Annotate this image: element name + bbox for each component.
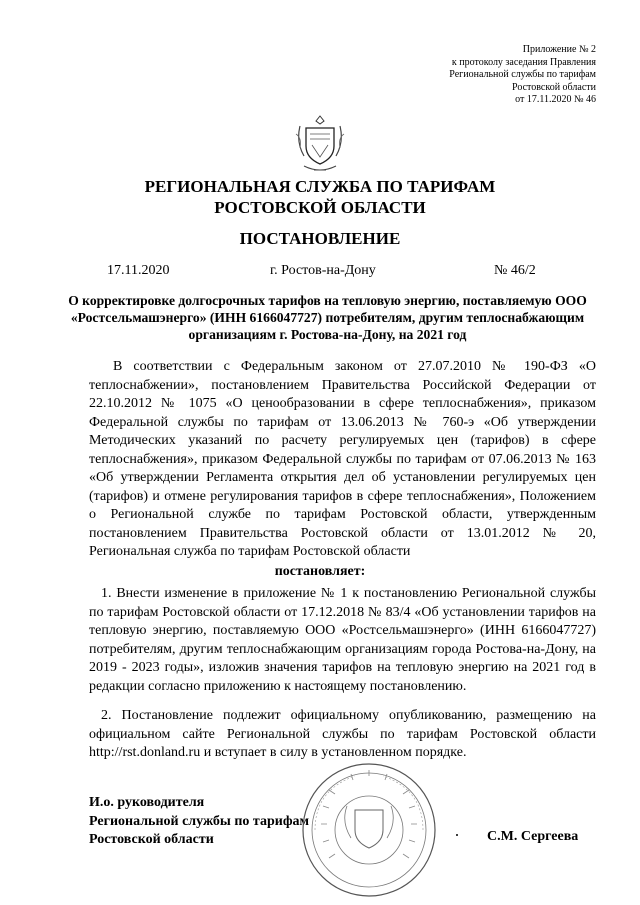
signer-title-line: И.о. руководителя	[89, 795, 205, 810]
agency-line: РЕГИОНАЛЬНАЯ СЛУЖБА ПО ТАРИФАМ	[144, 177, 496, 196]
official-seal-icon	[295, 760, 443, 900]
signer-name: С.М. Сергеева	[487, 829, 579, 844]
document-subject: О корректировке долгосрочных тарифов на тепловую энергию, поставляемую ООО «Ростсельмашэнерго» (ИНН 6166047727) потребителям, другим теплоснабжающим организациям г. Ростова-на-Дону, на 2021 год	[68, 293, 587, 342]
annex-header	[376, 44, 596, 107]
clause-1: 1. Внести изменение в приложение № 1 к постановлению Региональной службы по тарифам Ростовской области от 17.12.2018 № 83/4 «Об установлении тарифов на тепловую энергию, поставляемую ООО «Ростсельмашэнерго» (ИНН 6166047727) потребителям, другим теплоснабжающим организациям города Ростова-на-Дону, на 2019 - 2023 годы», изложив значения тарифов на тепловую энергию на 2021 год в редакции согласно приложению к настоящему постановлению.	[89, 586, 596, 694]
signer-title-line: Региональной службы по тарифам	[89, 813, 310, 829]
annex-line: Ростовской области	[512, 81, 596, 93]
document-type: ПОСТАНОВЛЕНИЕ	[239, 229, 401, 248]
document-date: 17.11.2020	[107, 263, 170, 278]
annex-line: Региональной службы по тарифам	[449, 69, 596, 81]
document-number: № 46/2	[494, 263, 536, 278]
preamble-paragraph: В соответствии с Федеральным законом от 27.07.2010 № 190-ФЗ «О теплоснабжении», постановлением Правительства Российской Федерации от 22.10.2012 № 1075 «О ценообразовании в сфере теплоснабжения», приказом Федеральной службы по тарифам от 13.06.2013 № 760-э «Об утверждении Методических указаний по расчету регулируемых цен (тарифов) в сфере теплоснабжения», приказом Федеральной службы по тарифам от 07.06.2013 № 163 «Об утверждении Регламента открытия дел об установлении регулируемых цен (тарифов) и отмене регулирования тарифов в сфере теплоснабжения», Положением о Региональной службе по тарифам Ростовской области, утвержденным постановлением Правительства Ростовской области от 13.01.2012 № 20, Региональная служба по тарифам Ростовской области	[89, 359, 596, 559]
annex-line: к протоколу заседания Правления	[451, 56, 596, 68]
signer-title	[89, 794, 309, 850]
agency-name	[0, 176, 640, 218]
annex-line: Приложение № 2	[522, 44, 596, 55]
signer-title-line: Ростовской области	[89, 832, 214, 847]
signature-mark	[456, 834, 458, 836]
agency-line: РОСТОВСКОЙ ОБЛАСТИ	[214, 198, 426, 217]
coat-of-arms-icon	[292, 112, 348, 174]
resolve-heading: постановляет:	[274, 564, 366, 579]
annex-line: от 17.11.2020 № 46	[515, 94, 596, 106]
document-city: г. Ростов-на-Дону	[270, 263, 376, 278]
clause-2: 2. Постановление подлежит официальному опубликованию, размещению на официальном сайте Региональной службы по тарифам Ростовской области http://rst.donland.ru и вступает в силу в установленном порядке.	[89, 708, 596, 760]
